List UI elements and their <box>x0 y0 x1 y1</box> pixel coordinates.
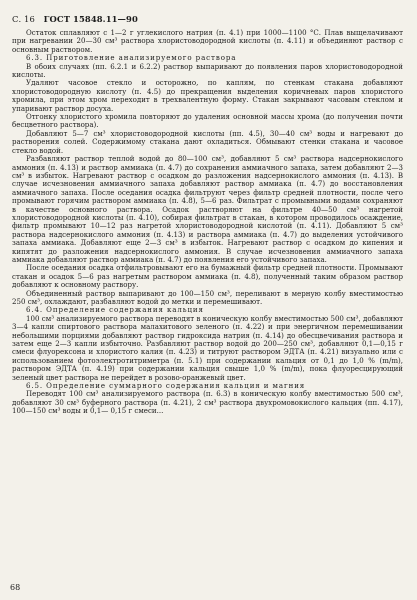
section-heading: 6.5. Определение суммарного содержания кальция и магния <box>26 381 306 391</box>
paragraph: 100 см³ анализируемого раствора переводят в коническую колбу вместимостью 500 см³, добавляют 3—4 капли спиртового раствора малахитового зеленого (п. 4.22) и при энергичном перемешивании небольшими порциями добавляют раствор гидроксида натрия (п. 4.14) до обесцвечивания раствора и затем еще 2—3 капли избыточно. Разбавляют раствор водой до 200—250 см³, добавляют 0,1—0,15 г смеси флуорексона и хлористого калия (п. 4.23) и титруют раствором ЭДТА (п. 4.21) визуально или с использованием фотоэлектротитриметра (п. 5.1) при содержании кальция от 0,1 до 1,0 % (m/m), раствором ЭДТА (п. 4.19) при содержании кальция свыше 1,0 % (m/m), пока флуоресцирующий зеленый цвет раствора не перейдет в розово-оранжевый цвет. <box>12 313 403 382</box>
paragraph: В обоих случаях (пп. 6.2.1 и 6.2.2) раствор выпаривают до появления паров хлористоводородной кислоты. <box>12 61 403 80</box>
page-prefix: С. 16 <box>12 14 35 24</box>
section-heading: 6.3. Приготовление анализируемого раствора <box>26 53 237 63</box>
standard-title: ГОСТ 15848.11—90 <box>43 14 138 24</box>
document-body <box>12 29 403 416</box>
page-number: 68 <box>10 583 21 592</box>
paragraph: Добавляют 5—7 см³ хлористоводородной кислоты (пп. 4.5), 30—40 см³ воды и нагревают до растворения солей. Содержимому стакана дают охладиться. Обмывают стенки стакана и часовое стекло водой. <box>12 128 403 155</box>
paragraph: Удаляют часовое стекло и осторожно, по каплям, по стенкам стакана добавляют хлористоводородную кислоту (п. 4.5) до прекращения выделения коричневых паров хлористого хромила, при этом хром переходит в трехвалентную форму. Стакан закрывают часовым стеклом и упаривают раствор досуха. <box>12 78 403 113</box>
paragraph: Отгонку хлористого хромила повторяют до удаления основной массы хрома (до получения почти бесцветного раствора). <box>12 112 403 130</box>
paragraph: Разбавляют раствор теплой водой до 80—100 см³, добавляют 5 см³ раствора надсернокислого аммония (п. 4.13) и раствор аммиака (п. 4.7) до сохранения аммиачного запаха, затем добавляют 2—3 см³ в избыток. Нагревают раствор с осадком до разложения надсернокислого аммония (п. 4.13). В случае исчезновения аммиачного запаха добавляют раствор аммиака (п. 4.7) до восстановления аммиачного запаха. После оседания осадка фильтруют через фильтр средней плотности, после чего промывают горячим раствором аммиака (п. 4.8), 5—6 раз. Фильтрат с промывными водами сохраняют в качестве основного раствора. Осадок растворяют на фильтре 40—50 см³ нагретой хлористоводородной кислоты (п. 4.10), собирая фильтрат в стакан, в котором проводилось осаждение, фильтр промывают 10—12 раз нагретой хлористоводородной кислотой (п. 4.11). Добавляют 5 см³ раствора надсернокислого аммония (п. 4.13) и раствора аммиака (п. 4.7) до выделения устойчивого запаха аммиака. Добавляют еще 2—3 см³ в избыток. Нагревают раствор с осадком до кипения и кипятят до разложения надсернокислого аммония. В случае исчезновения аммиачного запаха аммиака добавляют раствор аммиака (п. 4.7) до появления его устойчивого запаха. <box>12 154 403 264</box>
section-heading: 6.4. Определение содержания кальция <box>26 305 204 315</box>
paragraph: Остаток сплавляют с 1—2 г углекислого натрия (п. 4.1) при 1000—1100 °С. Плав выщелачивают при нагревании 20—30 см³ раствора хлористоводородной кислоты (п. 4.11) и объединяют раствор с основным раствором. <box>12 28 403 54</box>
page-header <box>12 14 138 24</box>
paragraph: Объединенный раствор выпаривают до 100—150 см³, переливают в мерную колбу вместимостью 250 см³, охлаждают, разбавляют водой до метки и перемешивают. <box>12 288 403 306</box>
paragraph: Переводят 100 см³ анализируемого раствора (п. 6.3) в коническую колбу вместимостью 500 см³, добавляют 30 см³ буферного раствора (п. 4.21), 2 см³ раствора двухромовокислого кальция (пп. 4.17), 100—150 см³ воды и 0,1— 0,15 г смеси... <box>12 389 403 416</box>
paragraph: После оседания осадка отфильтровывают его на бумажный фильтр средней плотности. Промывают стакан и осадок 5—6 раз нагретым раствором аммиака (п. 4.8), полученный таким образом раствор добавляют к основному раствору. <box>12 263 403 290</box>
